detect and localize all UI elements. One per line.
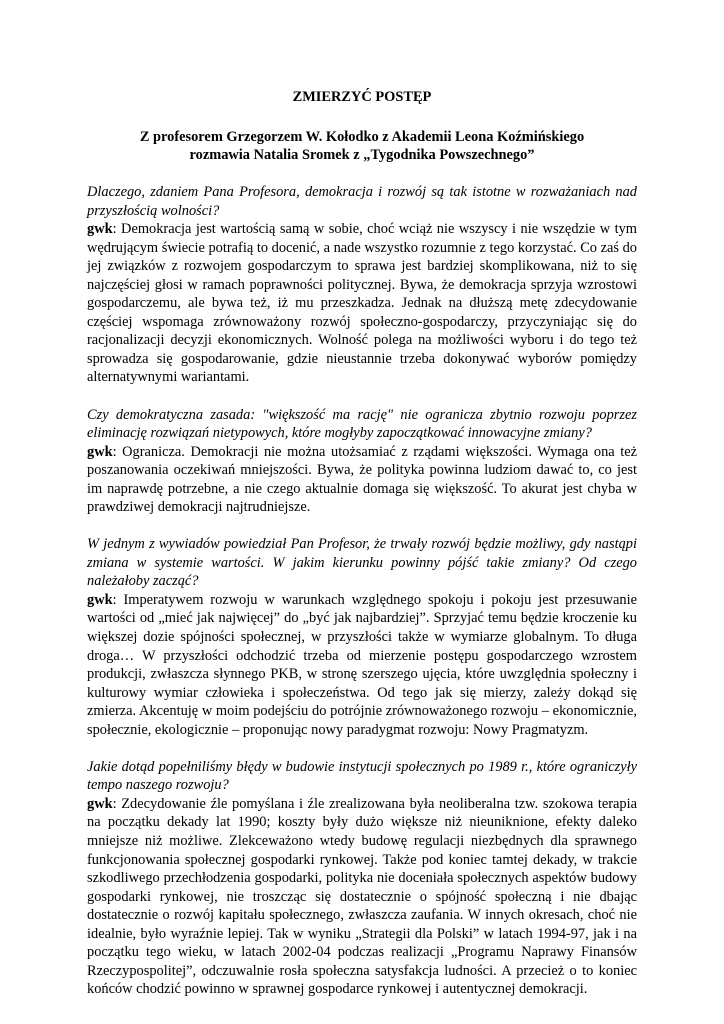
answer-text: : Imperatywem rozwoju w warunkach względnego spokoju i pokoju jest przesuwanie wartości od „mieć jak najwięcej” do „być jak najbardziej”. Sprzyjać temu będzie kroczenie ku większej dozie spójności społecznej, w przyszłości także w wymiarze globalnym. To długa droga… W przyszłości odchodzić trzeba od mierzenie postępu gospodarczego wzrostem produkcji, zwłaszcza słynnego PKB, w stronę szerszego ujęcia, które uwzględnia społeczny i kulturowy wymiar człowieka i społeczeństwa. Od tego jak się mierzy, zależy dokąd się zmierza. Akcentuję w moim podejściu do potrójnie zrównoważonego rozwoju – ekonomicznie, społecznie, ekologicznie – proponując nowy paradygmat rozwoju: Nowy Pragmatyzm. [87,591,637,738]
qa-block-4 [87,758,637,999]
question-4: Jakie dotąd popełniliśmy błędy w budowie instytucji społecznych po 1989 r., które ograniczyły tempo naszego rozwoju? [87,758,637,794]
question-3: W jednym z wywiadów powiedział Pan Profesor, że trwały rozwój będzie możliwy, gdy nastąpi zmiana w systemie wartości. W jakim kierunku powinny pójść takie zmiany? Od czego należałoby zacząć? [87,536,637,590]
answer-3 [87,591,637,739]
document-subtitle [87,128,637,164]
answer-1 [87,220,637,387]
qa-block-3 [87,535,637,739]
answer-4 [87,795,637,999]
speaker-label: gwk [87,795,113,812]
qa-block-2 [87,406,637,517]
answer-2 [87,443,637,517]
document-title: ZMIERZYĆ POSTĘP [292,89,432,105]
answer-text: : Demokracja jest wartością samą w sobie, choć wciąż nie wszyscy i nie wszędzie w tym wędrującym świecie potrafią to docenić, a nade wszystko rozumnie z tego korzystać. Co zaś do jej związków z rozwojem gospodarczym to sprawa jest bardziej skomplikowana, niż to się najczęściej głosi w ramach poprawności politycznej. Bywa, że demokracja sprzyja wzrostowi gospodarczemu, ale bywa też, iż mu przeszkadza. Jednak na dłuższą metę zdecydowanie częściej wspomaga zrównoważony rozwój społeczno-gospodarczy, przyczyniając się do racjonalizacji decyzji ekonomicznych. Wolność polega na możliwości wyboru i do tego też sprowadza się gospodarowanie, gdzie nieustannie trzeba dokonywać wyborów pomiędzy alternatywnymi wariantami. [87,221,637,386]
question-1: Dlaczego, zdaniem Pana Profesora, demokracja i rozwój są tak istotne w rozważaniach nad przyszłością wolności? [87,184,637,219]
speaker-label: gwk [87,443,113,460]
answer-text: : Ogranicza. Demokracji nie można utożsamiać z rządami większości. Wymaga ona też poszanowania oczekiwań mniejszości. Bywa, że polityka powinna ludziom dawać to, co jest im naprawdę potrzebne, a nie czego aktualnie domaga się większość. To akurat jest chyba w prawdziwej demokracji najtrudniejsze. [87,443,637,516]
answer-text: : Zdecydowanie źle pomyślana i źle zrealizowana była neoliberalna tzw. szokowa terapia na początku dekady lat 1990; koszty były dużo większe niż nieuniknione, efekty daleko mniejsze niż możliwe. Zlekceważono wtedy budowę regulacji niezbędnych dla sprawnego funkcjonowania społecznej gospodarki rynkowej. Także pod koniec tamtej dekady, w trakcie szkodliwego przechłodzenia gospodarki, polityka nie doceniała społecznych aspektów budowy gospodarki rynkowej, nie troszcząc się dostatecznie o spójność społeczną i nie dbając dostatecznie o rozwój kapitału społecznego, zwłaszcza zaufania. W innych okresach, choć nie idealnie, było wyraźnie lepiej. Tak w wyniku „Strategii dla Polski” w latach 1994-97, jak i na początku tego wieku, w latach 2002-04 podczas realizacji „Programu Naprawy Finansów Rzeczypospolitej”, odczuwalnie rosła społeczna satysfakcja ludności. A przecież o to koniec końców chodzić powinno w sprawnej gospodarce rynkowej i autentycznej demokracji. [87,795,637,998]
qa-block-1 [87,183,637,387]
subtitle-line-2: rozmawia Natalia Sromek z „Tygodnika Powszechnego” [189,147,535,163]
document-page [87,88,637,999]
speaker-label: gwk [87,591,113,608]
question-2: Czy demokratyczna zasada: "większość ma rację" nie ogranicza zbytnio rozwoju poprzez eliminację rozwiązań nietypowych, które mogłyby zapoczątkować innowacyjne zmiany? [87,406,637,442]
subtitle-line-1: Z profesorem Grzegorzem W. Kołodko z Akademii Leona Koźmińskiego [139,129,585,145]
speaker-label: gwk [87,221,113,238]
